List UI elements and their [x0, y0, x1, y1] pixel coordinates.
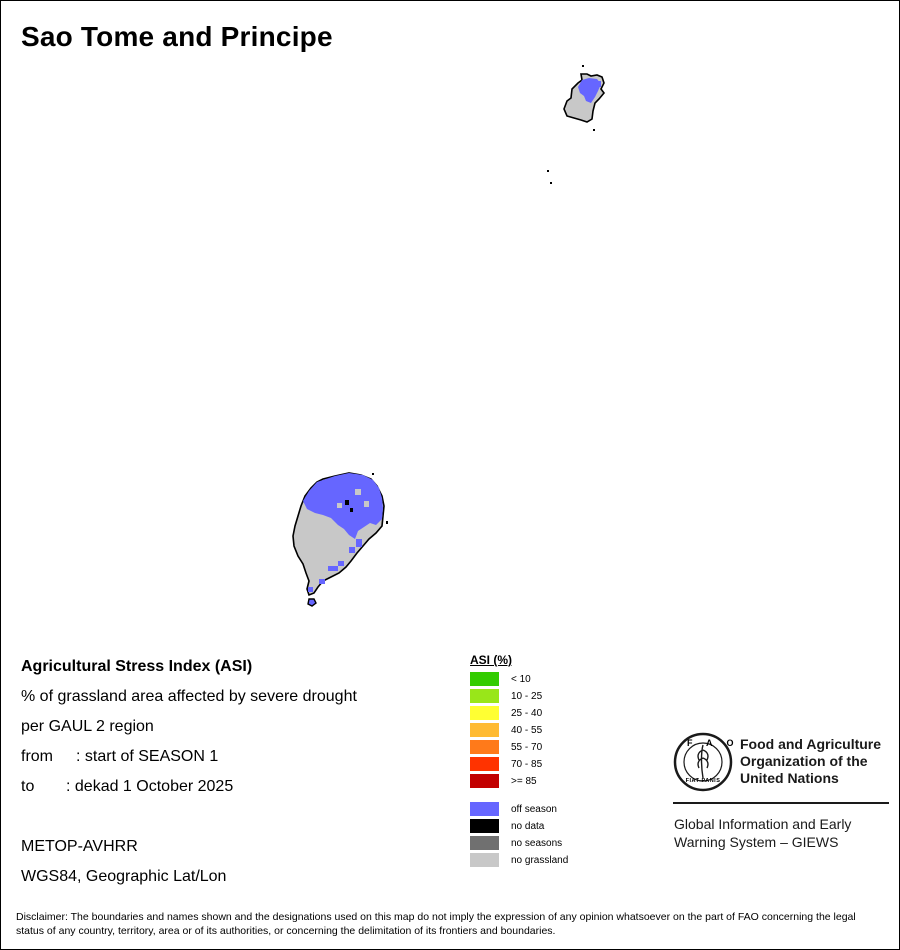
sao-tome-off-season-patch	[356, 539, 362, 547]
info-description: % of grassland area affected by severe drought	[21, 688, 357, 705]
logo-divider	[673, 802, 889, 804]
legend-label: no data	[511, 821, 545, 832]
islet	[547, 170, 549, 172]
islet	[372, 473, 374, 475]
islet	[582, 65, 584, 67]
info-heading: Agricultural Stress Index (ASI)	[21, 658, 253, 675]
rolas-islet	[308, 599, 316, 606]
legend-item	[470, 757, 610, 771]
fao-org-line1: Food and Agriculture	[740, 736, 882, 752]
legend-label: >= 85	[511, 776, 537, 787]
fao-emblem-text	[673, 732, 748, 792]
legend-label: no grassland	[511, 855, 569, 866]
legend-swatch	[470, 757, 499, 771]
fao-org-line3: United Nations	[740, 770, 839, 786]
sao-tome-grassland-patch	[337, 503, 342, 508]
legend-item	[470, 853, 610, 867]
info-projection: WGS84, Geographic Lat/Lon	[21, 868, 227, 885]
sao-tome-no-data-patch	[350, 508, 353, 512]
legend-item	[470, 774, 610, 788]
legend-label: 70 - 85	[511, 759, 543, 770]
legend-label: 55 - 70	[511, 742, 543, 753]
info-from-label: from	[21, 748, 53, 765]
legend-item	[470, 740, 610, 754]
map-canvas	[1, 1, 899, 641]
legend-swatch	[470, 836, 499, 850]
info-to-label: to	[21, 778, 35, 795]
legend-item	[470, 819, 610, 833]
legend-item	[470, 836, 610, 850]
legend-item	[470, 672, 610, 686]
legend-swatch	[470, 689, 499, 703]
sao-tome-island	[293, 473, 384, 595]
legend-swatch	[470, 706, 499, 720]
fao-org-line2: Organization of the	[740, 753, 868, 769]
info-to-value: : dekad 1 October 2025	[66, 778, 234, 795]
islet	[593, 129, 595, 131]
sao-tome-no-data-patch	[345, 500, 349, 505]
principe-off-season-patch	[593, 81, 601, 87]
sao-tome-off-season-patch	[328, 566, 338, 571]
giews-line2: Warning System – GIEWS	[674, 834, 839, 850]
fao-emblem-letters: FAO	[687, 738, 748, 748]
legend-label: 25 - 40	[511, 708, 543, 719]
sao-tome-off-season-patch	[338, 561, 344, 566]
legend-label: 40 - 55	[511, 725, 543, 736]
legend-swatch	[470, 672, 499, 686]
legend-label: no seasons	[511, 838, 563, 849]
sao-tome-off-season-patch	[349, 547, 355, 553]
legend-item	[470, 689, 610, 703]
fao-organization-name	[740, 736, 881, 787]
legend-item	[470, 723, 610, 737]
islet	[550, 182, 552, 184]
islet	[386, 521, 388, 524]
legend-label: < 10	[511, 674, 531, 685]
legend-swatch	[470, 819, 499, 833]
map-title: Sao Tome and Principe	[21, 21, 333, 52]
legend-swatch	[470, 774, 499, 788]
legend-label: 10 - 25	[511, 691, 543, 702]
fao-emblem-motto: FIAT PANIS	[685, 778, 721, 784]
disclaimer-text: Disclaimer: The boundaries and names shown and the designations used on this map do not imply the expression of any opinion whatsoever on the part of FAO concerning the legal status of any country, territory, area or of its authorities, or concerning the delimitation of its frontiers and boundaries.	[16, 911, 856, 937]
info-sensor: METOP-AVHRR	[21, 838, 138, 855]
legend-swatch	[470, 802, 499, 816]
principe-island	[564, 74, 604, 122]
info-from-value: : start of SEASON 1	[76, 748, 219, 765]
sao-tome-off-season-patch	[319, 579, 325, 584]
giews-line1: Global Information and Early	[674, 816, 852, 832]
sao-tome-off-season-patch	[308, 587, 313, 592]
giews-label	[674, 815, 851, 851]
info-admin-level: per GAUL 2 region	[21, 718, 154, 735]
legend-title: ASI (%)	[470, 653, 512, 667]
legend-item	[470, 802, 610, 816]
legend-item	[470, 706, 610, 720]
legend-swatch	[470, 740, 499, 754]
legend-swatch	[470, 853, 499, 867]
sao-tome-grassland-patch	[364, 501, 369, 507]
sao-tome-off-season-patch	[373, 509, 381, 519]
legend-label: off season	[511, 804, 557, 815]
legend-swatch	[470, 723, 499, 737]
sao-tome-grassland-patch	[355, 489, 361, 495]
